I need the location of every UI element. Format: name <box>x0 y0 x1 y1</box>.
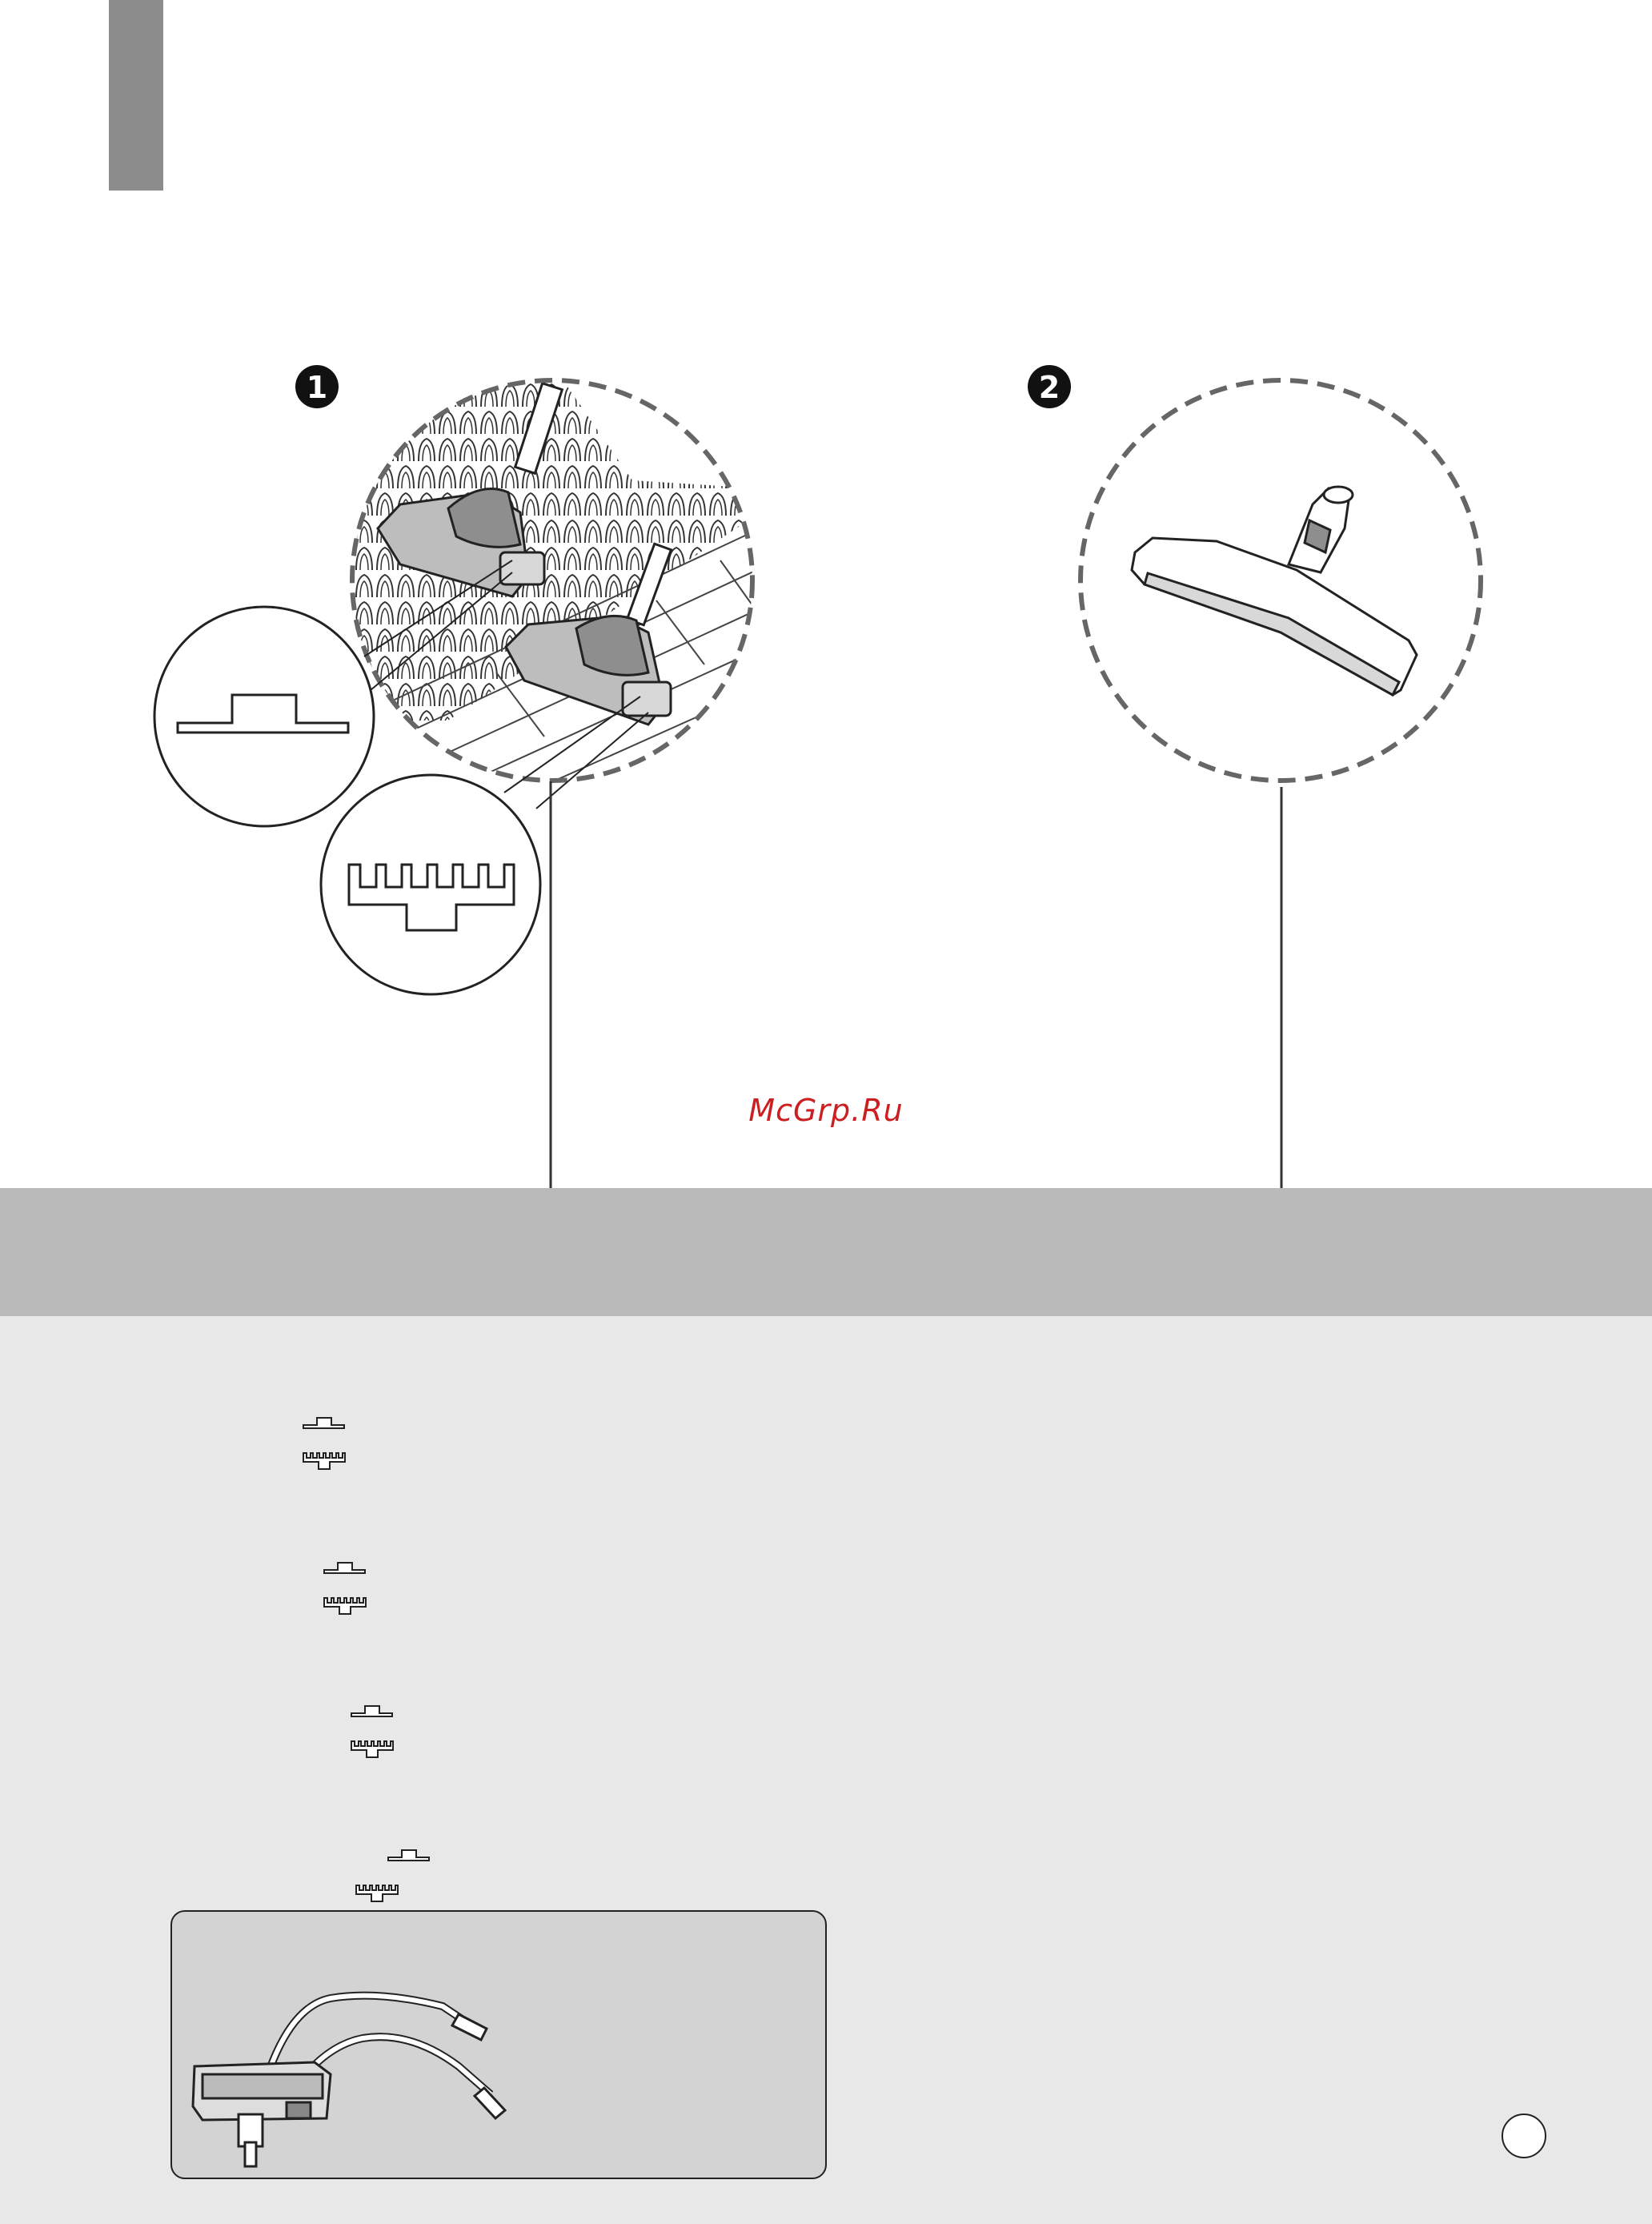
brush-extended-icon <box>303 1451 346 1471</box>
header-band <box>0 1188 1652 1316</box>
watermark: McGrp.Ru <box>748 1093 904 1128</box>
note-box <box>170 1910 827 2179</box>
brush-extended-icon <box>323 1596 367 1616</box>
step-badge-1 <box>295 365 339 408</box>
carpet-floor-scene <box>344 376 760 793</box>
brush-retracted-icon <box>303 1415 346 1431</box>
nozzle-storage-icon <box>170 1910 827 2179</box>
brush-retracted-icon <box>387 1847 431 1863</box>
brush-extended-icon <box>351 1739 394 1760</box>
brush-extended-icon <box>355 1883 399 1904</box>
step-number-1: 1 <box>306 370 328 405</box>
brush-retracted-icon <box>351 1703 394 1719</box>
step-badge-2 <box>1028 365 1071 408</box>
brush-retracted-icon <box>323 1560 367 1576</box>
step-number-2: 2 <box>1038 370 1061 405</box>
page-number-circle <box>1502 2114 1546 2158</box>
